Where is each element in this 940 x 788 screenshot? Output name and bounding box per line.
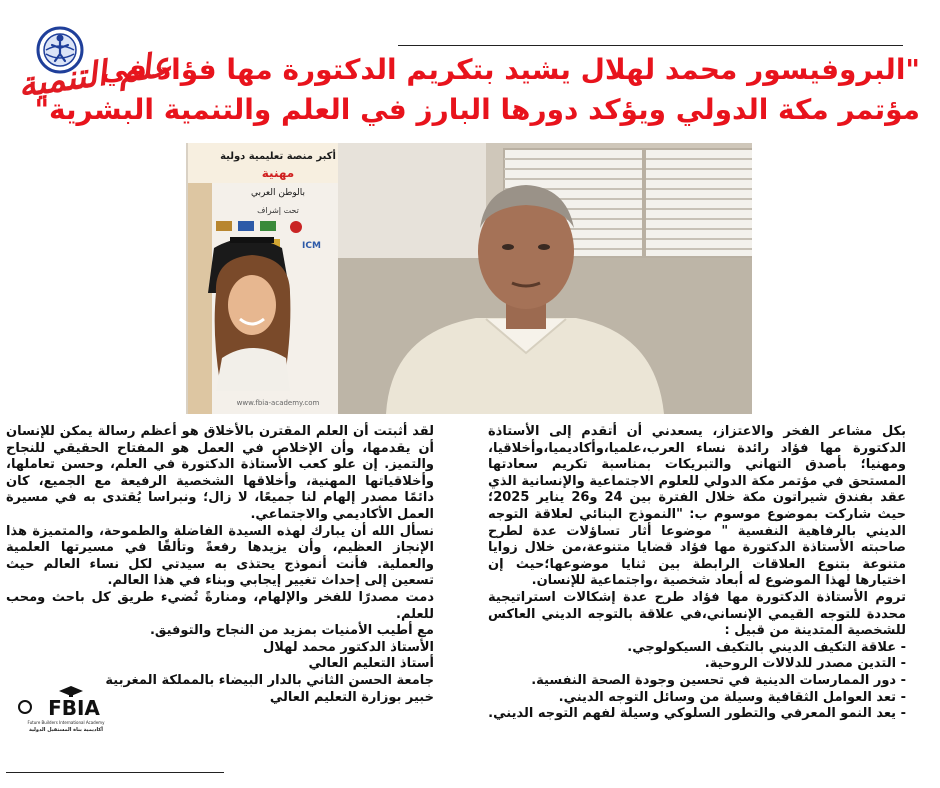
- right-list-item-5: - يعد النمو المعرفي والتطور السلوكي وسيلة لفهم التوجه الديني.: [488, 706, 906, 722]
- right-paragraph-1: بكل مشاعر الفخر والاعتزاز، يسعدني أن أتقدم إلى الأستاذة الدكتورة مها فؤاد رائدة نساء العرب،علميا،وأكاديميا،وأخلاقيا، ومهنيا؛ بأصدق التهاني والتبريكات بمناسبة تكريم سعادتها المستحق في مؤتمر مكة الدولي للعلوم الاجتماعية والإنسانية الذي عقد بفندق شيراتون مكة خلال الفترة بين 24 و26 يناير 2025؛ حيث شاركت بموضوع موسوم ب: "النموذج البنائي لعلاقة التوجه الديني بالرفاهية النفسية " موضوعا أثار تساؤلات عدة لطرح صاحبته الأستاذة الدكتورة مها فؤاد قضايا متنوعة،من خلال زوايا متنوعة بتنوع العلاقات الرابطة بين ثنايا موضوعها؛حيث إن اختيارها لهذا الموضوع له أبعاد شخصية ،واجتماعية للإنسان.: [488, 424, 907, 589]
- banner-line-2: مهنية: [261, 166, 295, 180]
- roll-up-banner: [188, 143, 338, 414]
- headline-line-2: مؤتمر مكة الدولي ويؤكد دورها البارز في العلم والتنمية البشرية": [34, 93, 920, 126]
- signature-role: خبير بوزارة التعليم العالي: [269, 689, 434, 705]
- photo-scene: [186, 143, 752, 414]
- signature-title: أستاذ التعليم العالي: [308, 656, 434, 672]
- right-list-item-1: - علاقة التكيف الديني بالتكيف السيكولوجي.: [627, 639, 906, 655]
- bottom-rule: [6, 772, 224, 773]
- fbia-name: FBIA: [48, 696, 100, 720]
- left-paragraph-2: نسأل الله أن يبارك لهذه السيدة الفاضلة والطموحة، والمتميزة هذا الإنجاز العظيم، وأن يزيدها رفعةً وتألقًا في مسيرتها العلمية والعملية. فأنت أنموذج يحتذى به سيدتي لكل نساء العالم حيث تسعين إلى إحداث تغيير إيجابي وبناء في هذا العالم.: [6, 523, 434, 589]
- signature-name: الأستاذ الدكتور محمد لهلال: [263, 639, 434, 655]
- right-list-item-3: - دور الممارسات الدينية في تحسين وجودة الصحة النفسية.: [531, 672, 906, 688]
- article-photo: [186, 143, 752, 414]
- fbia-logo: [16, 683, 116, 733]
- left-closing: مع أطيب الأمنيات بمزيد من النجاح والتوفيق.: [149, 623, 434, 639]
- right-list-item-2: - التدين مصدر للدلالات الروحية.: [704, 656, 906, 672]
- fbia-sub-2: أكاديمية بناة المستقبل الدولية: [28, 727, 104, 733]
- banner-line-4: تحت إشراف: [257, 206, 299, 215]
- left-paragraph-3: دمت مصدرًا للفخر والإلهام، ومنارةً تُضيء طريق كل باحث ومحب للعلم.: [6, 589, 434, 622]
- article-column-right: [488, 424, 906, 723]
- banner-icm: ICM: [302, 241, 321, 251]
- left-paragraph-1: لقد أثبتت أن العلم المقترن بالأخلاق هو أعظم رسالة يمكن للإنسان أن يقدمها، وأن الإخلاص في العمل هو المفتاح الحقيقي للنجاح والتميز. إن علو كعب الأستاذة الدكتورة في العلم، وحسن تعاملها، وأخلاقياتها المهنية، وأخلاقها الشخصية الرفيعة مع الجميع، كان دائمًا مصدر إلهام لنا جميعًا، لا زال؛ ونبراسا يُقتدى به في مسيرة العمل الأكاديمي والاجتماعي.: [6, 424, 434, 522]
- signature-university: جامعة الحسن الثاني بالدار البيضاء بالمملكة المغربية: [105, 672, 434, 688]
- banner-line-3: بالوطن العربي: [250, 188, 306, 198]
- banner-url: www.fbia-academy.com: [236, 399, 320, 407]
- banner-line-1: أكبر منصة تعليمية دولية: [220, 151, 336, 162]
- top-rule: [398, 45, 903, 46]
- right-paragraph-2: تروم الأستاذة الدكتورة مها فؤاد طرح عدة إشكالات استراتيجية محددة للتوجه القيمي الإنساني،في علاقة بالتوجه الديني العاكس للشخصية المتدينة من قبيل :: [488, 589, 906, 639]
- article-column-left: [6, 424, 434, 706]
- right-list-item-4: - تعد العوامل الثقافية وسيلة من وسائل التوجه الديني.: [558, 689, 906, 705]
- fbia-sub-1: Future Builders International Academy: [27, 720, 105, 725]
- headline-line-1: "البروفيسور محمد لهلال يشيد بتكريم الدكتورة مها فؤاد في: [100, 53, 920, 86]
- logo-script-text: علم التنمية: [15, 44, 175, 106]
